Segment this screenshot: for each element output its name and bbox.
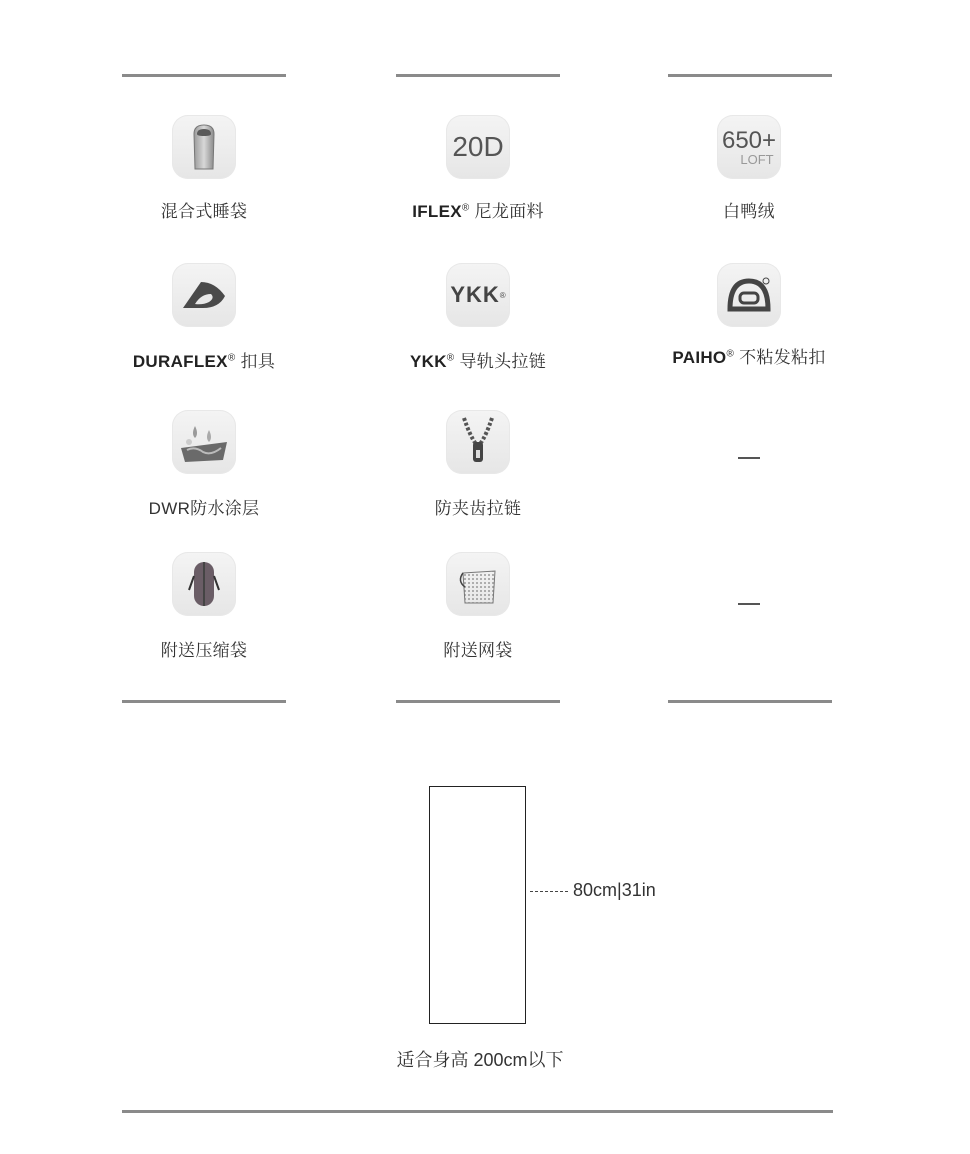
feature-label-compress: 附送压缩袋	[160, 641, 248, 660]
feature-label-hybrid: 混合式睡袋	[160, 202, 248, 221]
feature-down	[619, 115, 879, 222]
feature-zipper	[348, 263, 608, 372]
feature-label-mesh: 附送网袋	[443, 641, 513, 660]
top-rule-left	[122, 74, 286, 77]
loft-650-icon: 650+ LOFT	[717, 115, 781, 179]
bottom-rule-left	[122, 700, 286, 703]
feature-hybrid	[74, 115, 334, 222]
feature-antisnag	[348, 410, 608, 519]
water-repellent-icon	[172, 410, 236, 474]
placeholder-dash	[738, 457, 760, 459]
feature-fabric	[348, 115, 608, 222]
duraflex-logo-icon	[172, 263, 236, 327]
denier-20d-icon: 20D	[446, 115, 510, 179]
bottom-rule-right	[668, 700, 832, 703]
feature-label-fabric: IFLEX® 尼龙面料	[412, 202, 544, 221]
feature-compress	[74, 552, 334, 661]
feature-label-zipper: YKK® 导轨头拉链	[410, 352, 546, 371]
feature-label-dwr: DWR防水涂层	[148, 499, 260, 518]
feature-dwr	[74, 410, 334, 519]
placeholder-dash	[738, 603, 760, 605]
feature-label-antisnag: 防夹齿拉链	[434, 499, 522, 518]
sleeping-bag-icon	[172, 115, 236, 179]
feature-label-down: 白鸭绒	[723, 202, 775, 221]
feature-buckle	[74, 263, 334, 372]
feature-label-buckle: DURAFLEX® 扣具	[132, 352, 276, 371]
width-dimension-line	[530, 891, 568, 892]
zipper-icon	[446, 410, 510, 474]
feature-velcro	[619, 263, 879, 368]
footer-rule	[122, 1110, 833, 1113]
mesh-bag-icon	[446, 552, 510, 616]
height-fit-caption: 适合身高 200cm以下	[396, 1050, 564, 1070]
bottom-rule-center	[396, 700, 560, 703]
top-rule-right	[668, 74, 832, 77]
paiho-logo-icon	[717, 263, 781, 327]
top-rule-center	[396, 74, 560, 77]
ykk-logo-icon: YKK ®	[446, 263, 510, 327]
sleeping-bag-outline	[429, 786, 526, 1024]
compression-sack-icon	[172, 552, 236, 616]
width-dimension-label: 80cm|31in	[573, 880, 656, 900]
feature-mesh	[348, 552, 608, 661]
feature-label-velcro: PAIHO® 不粘发粘扣	[672, 348, 826, 367]
